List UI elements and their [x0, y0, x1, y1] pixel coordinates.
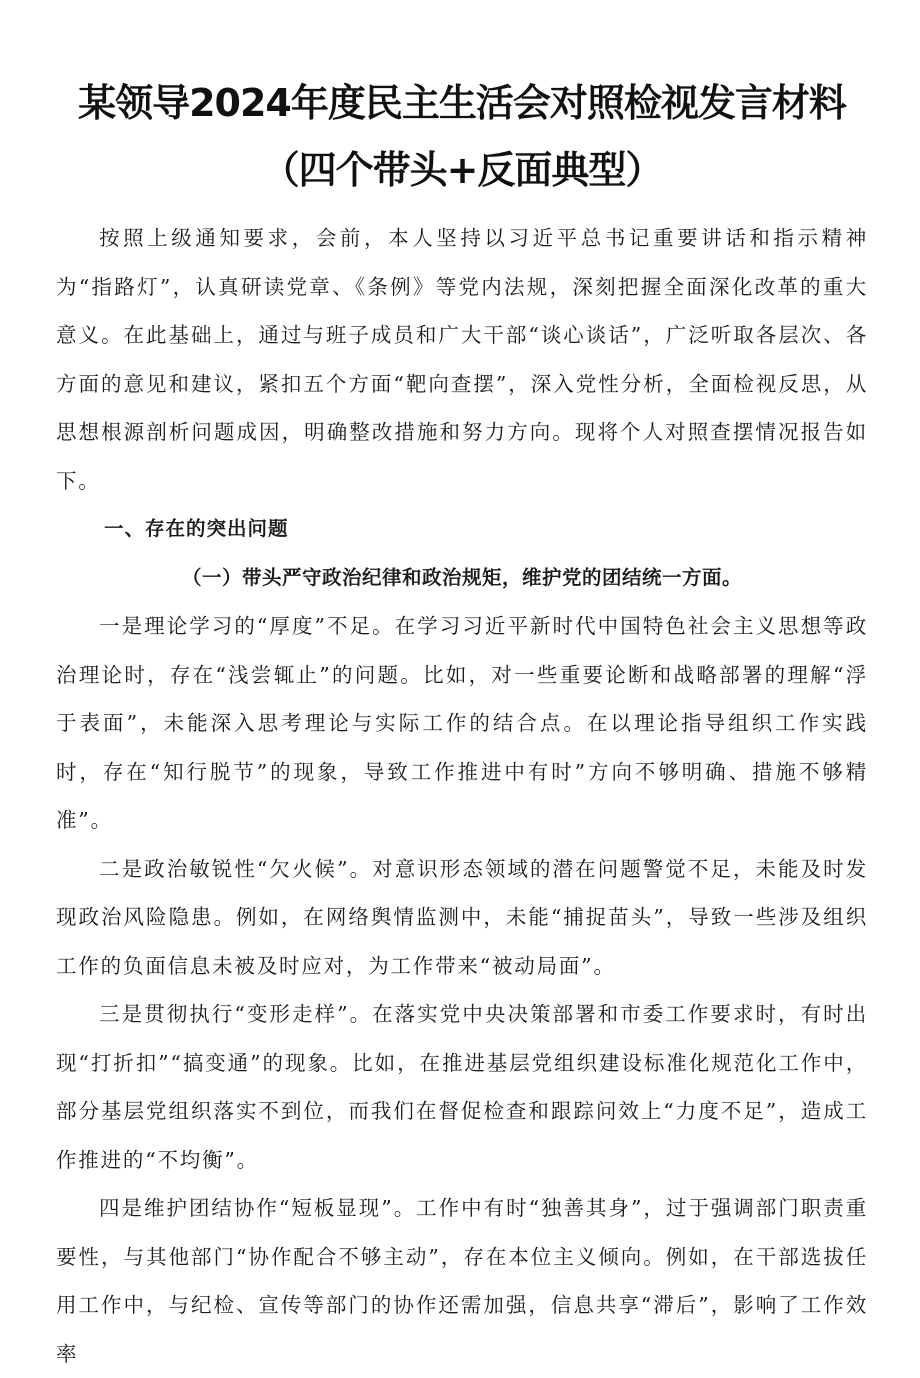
- paragraph-4: 四是维护团结协作“短板显现”。工作中有时“独善其身”，过于强调部门职责重要性，与其他部门“协作配合不够主动”，存在本位主义倾向。例如，在干部选拔任用工作中，与纪检、宣传等部门的协作还需加强，信息共享“滞后”，影响了工作效率: [56, 1196, 868, 1366]
- section-heading-1: 一、存在的突出问题: [104, 517, 289, 540]
- document-title: 某领导2024年度民主生活会对照检视发言材料（四个带头+反面典型）: [78, 81, 846, 192]
- paragraph-1: 一是理论学习的“厚度”不足。在学习习近平新时代中国特色社会主义思想等政治理论时，存在“浅尝辄止”的问题。比如，对一些重要论断和战略部署的理解“浮于表面”，未能深入思考理论与实际工作的结合点。在以理论指导组织工作实践时，存在“知行脱节”的现象，导致工作推进中有时”方向不够明确、措施不够精准”。: [56, 614, 868, 832]
- paragraph-3: 三是贯彻执行“变形走样”。在落实党中央决策部署和市委工作要求时，有时出现“打折扣”“搞变通”的现象。比如，在推进基层党组织建设标准化规范化工作中，部分基层党组织落实不到位，而我们在督促检查和跟踪问效上“力度不足”，造成工作推进的“不均衡”。: [56, 1002, 868, 1172]
- subsection-heading-1: （一）带头严守政治纪律和政治规矩，维护党的团结统一方面。: [181, 565, 742, 589]
- paragraph-2: 二是政治敏锐性“欠火候”。对意识形态领域的潜在问题警觉不足，未能及时发现政治风险隐患。例如，在网络舆情监测中，未能“捕捉苗头”，导致一些涉及组织工作的负面信息未被及时应对，为工作带来“被动局面”。: [56, 856, 868, 978]
- intro-paragraph: 按照上级通知要求，会前，本人坚持以习近平总书记重要讲话和指示精神为“指路灯”，认真研读党章、《条例》等党内法规，深刻把握全面深化改革的重大意义。在此基础上，通过与班子成员和广大干部“谈心谈话”，广泛听取各层次、各方面的意见和建议，紧扣五个方面“靶向查摆”，深入党性分析，全面检视反思，从思想根源剖析问题成因，明确整改措施和努力方向。现将个人对照查摆情况报告如下。: [56, 226, 868, 493]
